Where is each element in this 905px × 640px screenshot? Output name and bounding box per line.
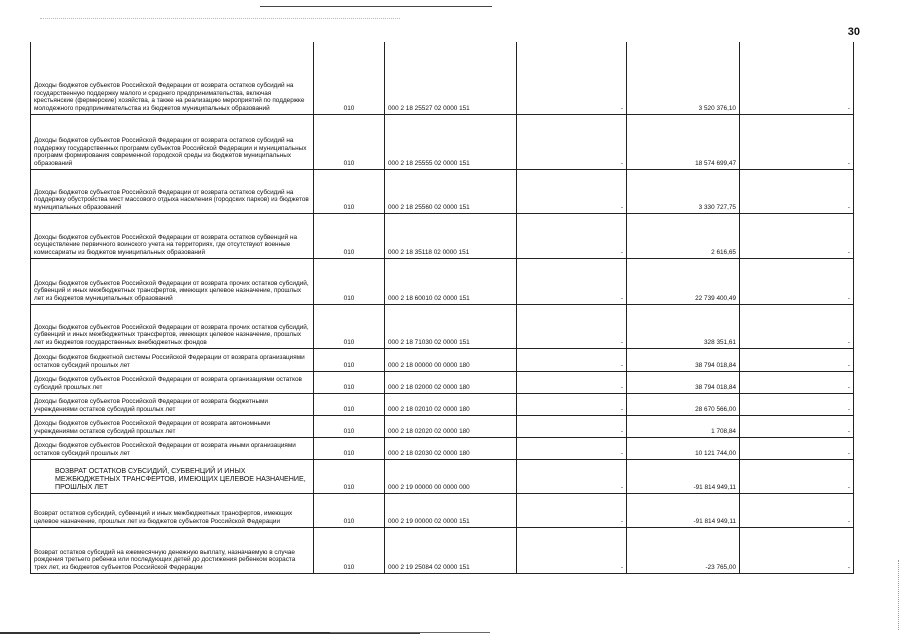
row-amount: -91 814 949,11 [627,459,740,493]
row-code: 010 [314,42,385,114]
top-faint-rule [40,18,400,20]
row-kbk: 000 2 18 25560 02 0000 151 [385,169,517,213]
row-name: Доходы бюджетов субъектов Российской Федерации от возврата остатков субвенций на осуществление первичного воинского учета на территориях, где отсутствуют военные комиссариаты из бюджетов муниципальных образований [31,213,314,258]
row-name: Возврат остатков субсидий, субвенций и иных межбюджетных трансфертов, имеющих целевое назначение, прошлых лет из бюджетов субъектов Российской Федерации [31,493,314,527]
row-dash-2: - [740,169,854,213]
row-name: Доходы бюджетов бюджетной системы Российской Федерации от возврата организациями остатков субсидий прошлых лет [31,348,314,371]
row-dash-1: - [517,393,627,415]
row-dash-2: - [740,371,854,393]
income-table [30,42,854,574]
row-amount: 3 330 727,75 [627,169,740,213]
table-row [31,258,854,304]
row-dash-2: - [740,213,854,258]
table-row [31,348,854,371]
row-name: Доходы бюджетов субъектов Российской Федерации от возврата организациями остатков субсидий прошлых лет [31,371,314,393]
row-dash-2: - [740,459,854,493]
table-row [31,42,854,114]
table-row [31,371,854,393]
row-dash-2: - [740,348,854,371]
row-kbk: 000 2 18 02030 02 0000 180 [385,437,517,459]
row-kbk: 000 2 19 00000 02 0000 151 [385,493,517,527]
row-name: Доходы бюджетов субъектов Российской Федерации от возврата иными организациями остатков субсидий прошлых лет [31,437,314,459]
row-kbk: 000 2 18 71030 02 0000 151 [385,304,517,348]
row-dash-2: - [740,393,854,415]
row-dash-2: - [740,304,854,348]
row-name: Доходы бюджетов субъектов Российской Федерации от возврата прочих остатков субсидий, субвенций и иных межбюджетных трансфертов, имеющих целевое назначение, прошлых лет из бюджетов муниципальных образований [31,258,314,304]
row-kbk: 000 2 18 60010 02 0000 151 [385,258,517,304]
row-name: Доходы бюджетов субъектов Российской Федерации от возврата остатков субсидий на государственную поддержку малого и среднего предпринимательства, включая крестьянские (фермерские) хозяйства, а также на реализацию мероприятий по поддержке молодежного предпринимательства из бюджетов муниципальных образований [31,42,314,114]
row-code: 010 [314,114,385,169]
row-dash-1: - [517,459,627,493]
row-code: 010 [314,213,385,258]
row-kbk: 000 2 18 02000 02 0000 180 [385,371,517,393]
row-kbk: 000 2 18 00000 00 0000 180 [385,348,517,371]
row-kbk: 000 2 18 25527 02 0000 151 [385,42,517,114]
page-number: 30 [847,26,860,38]
top-scan-rule [260,6,492,7]
row-name: Возврат остатков субсидий на ежемесячную денежную выплату, назначаемую в случае рождения третьего ребенка или последующих детей до достижения ребенком возраста трех лет, из бюджетов субъектов Российской Федерации [31,527,314,573]
row-code: 010 [314,258,385,304]
row-dash-1: - [517,169,627,213]
table-row [31,393,854,415]
row-dash-1: - [517,258,627,304]
row-name: Доходы бюджетов субъектов Российской Федерации от возврата бюджетными учреждениями остатков субсидий прошлых лет [31,393,314,415]
row-dash-2: - [740,493,854,527]
row-code: 010 [314,371,385,393]
bottom-scan-rule-2 [330,632,490,633]
row-name: Доходы бюджетов субъектов Российской Федерации от возврата прочих остатков субсидий, субвенций и иных межбюджетных трансфертов, имеющих целевое назначение, прошлых лет из бюджетов государственных внебюджетных фондов [31,304,314,348]
row-dash-1: - [517,527,627,573]
row-amount: 22 739 400,49 [627,258,740,304]
row-name: Доходы бюджетов субъектов Российской Федерации от возврата остатков субсидий на поддержку обустройства мест массового отдыха населения (городских парков) из бюджетов муниципальных образований [31,169,314,213]
row-kbk: 000 2 18 25555 02 0000 151 [385,114,517,169]
table-row [31,415,854,437]
row-dash-2: - [740,437,854,459]
row-amount: 38 794 018,84 [627,371,740,393]
row-kbk: 000 2 18 02010 02 0000 180 [385,393,517,415]
row-code: 010 [314,415,385,437]
table-row [31,493,854,527]
row-amount: 18 574 699,47 [627,114,740,169]
row-kbk: 000 2 19 25084 02 0000 151 [385,527,517,573]
row-code: 010 [314,304,385,348]
row-amount: 2 616,65 [627,213,740,258]
row-dash-2: - [740,114,854,169]
row-amount: 10 121 744,00 [627,437,740,459]
row-dash-1: - [517,114,627,169]
row-amount: 3 520 376,10 [627,42,740,114]
row-code: 010 [314,348,385,371]
row-dash-1: - [517,42,627,114]
row-dash-2: - [740,42,854,114]
row-code: 010 [314,437,385,459]
row-code: 010 [314,527,385,573]
table-row [31,459,854,493]
row-dash-1: - [517,304,627,348]
row-code: 010 [314,169,385,213]
row-name: ВОЗВРАТ ОСТАТКОВ СУБСИДИЙ, СУБВЕНЦИЙ И ИНЫХ МЕЖБЮДЖЕТНЫХ ТРАНСФЕРТОВ, ИМЕЮЩИХ ЦЕЛЕВОЕ НАЗНАЧЕНИЕ, ПРОШЛЫХ ЛЕТ [31,459,314,493]
row-dash-2: - [740,258,854,304]
table-row [31,304,854,348]
table-row [31,527,854,573]
row-code: 010 [314,459,385,493]
row-amount: 328 351,61 [627,304,740,348]
table-row [31,437,854,459]
income-table-body [31,42,854,573]
row-amount: -23 765,00 [627,527,740,573]
row-code: 010 [314,393,385,415]
row-amount: 1 708,84 [627,415,740,437]
row-dash-1: - [517,213,627,258]
row-kbk: 000 2 18 02020 02 0000 180 [385,415,517,437]
row-kbk: 000 2 19 00000 00 0000 000 [385,459,517,493]
row-amount: -91 814 949,11 [627,493,740,527]
row-code: 010 [314,493,385,527]
row-name: Доходы бюджетов субъектов Российской Федерации от возврата автономными учреждениями остатков субсидий прошлых лет [31,415,314,437]
row-dash-2: - [740,527,854,573]
row-dash-2: - [740,415,854,437]
table-row [31,114,854,169]
row-amount: 38 794 018,84 [627,348,740,371]
row-dash-1: - [517,371,627,393]
row-name: Доходы бюджетов субъектов Российской Федерации от возврата остатков субсидий на поддержку государственных программ субъектов Российской Федерации и муниципальных программ формирования современной городской среды из бюджетов муниципальных образований [31,114,314,169]
row-kbk: 000 2 18 35118 02 0000 151 [385,213,517,258]
row-dash-1: - [517,348,627,371]
scan-edge-dots [888,560,899,630]
table-row [31,169,854,213]
row-amount: 28 670 566,00 [627,393,740,415]
row-dash-1: - [517,493,627,527]
row-dash-1: - [517,415,627,437]
table-row [31,213,854,258]
row-dash-1: - [517,437,627,459]
